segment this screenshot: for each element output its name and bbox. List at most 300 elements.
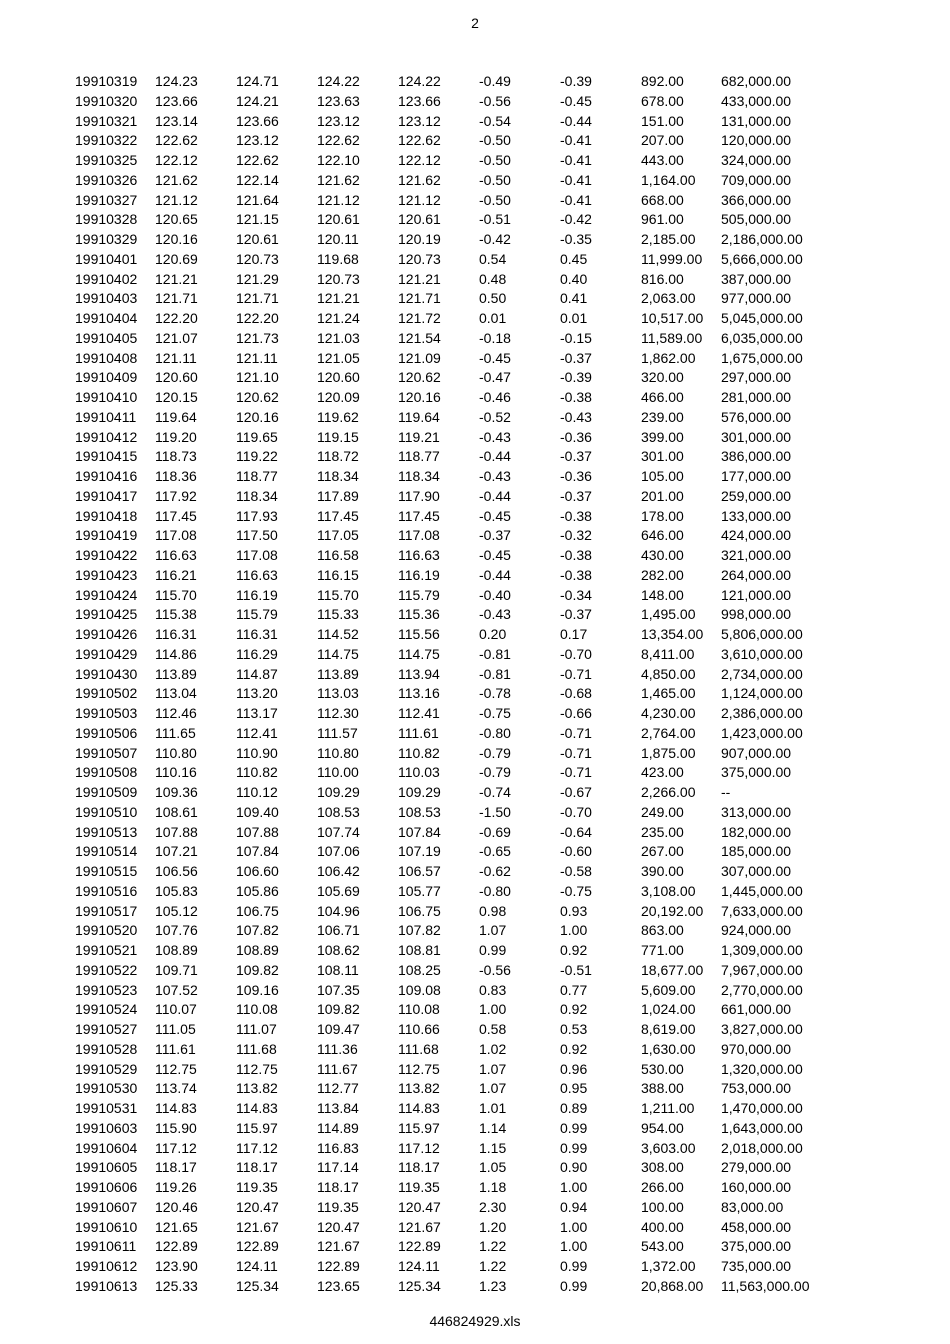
- high-cell: 121.29: [236, 270, 279, 287]
- table-row: [75, 605, 831, 625]
- date-cell: 19910426: [75, 626, 138, 642]
- change-cell: -0.50: [479, 132, 511, 149]
- table-row: [75, 586, 831, 606]
- table-row: [75, 823, 831, 843]
- open-cell: 117.92: [155, 487, 197, 504]
- change-percent-cell: -0.45: [560, 92, 592, 109]
- date-cell: 19910409: [75, 369, 138, 386]
- date-cell: 19910529: [75, 1060, 138, 1077]
- amount-cell: 1,320,000.00: [721, 1060, 803, 1077]
- change-percent-cell: -0.44: [560, 112, 592, 129]
- high-cell: 124.71: [236, 73, 279, 89]
- volume-cell: 4,850.00: [641, 665, 696, 682]
- volume-cell: 178.00: [641, 507, 684, 524]
- open-cell: 108.89: [155, 942, 198, 958]
- close-cell: 117.90: [398, 487, 440, 504]
- change-percent-cell: -0.64: [560, 823, 592, 840]
- amount-cell: 5,045,000.00: [721, 310, 803, 326]
- change-percent-cell: 0.92: [560, 1001, 588, 1018]
- change-cell: -0.45: [479, 547, 511, 563]
- high-cell: 110.90: [236, 744, 278, 761]
- open-cell: 115.70: [155, 586, 197, 603]
- open-cell: 114.83: [155, 1100, 197, 1116]
- volume-cell: 13,354.00: [641, 626, 704, 642]
- amount-cell: 387,000.00: [721, 270, 792, 287]
- amount-cell: 1,309,000.00: [721, 942, 803, 958]
- close-cell: 108.25: [398, 961, 441, 978]
- date-cell: 19910515: [75, 863, 138, 879]
- table-row: [75, 210, 831, 230]
- change-percent-cell: -0.71: [560, 724, 592, 741]
- open-cell: 105.83: [155, 882, 198, 899]
- high-cell: 121.71: [236, 290, 279, 307]
- low-cell: 119.62: [317, 408, 359, 425]
- change-cell: -0.45: [479, 507, 511, 524]
- close-cell: 115.97: [398, 1119, 440, 1136]
- open-cell: 121.65: [155, 1218, 198, 1235]
- close-cell: 121.71: [398, 290, 441, 307]
- high-cell: 120.16: [236, 408, 279, 425]
- date-cell: 19910611: [75, 1238, 137, 1255]
- low-cell: 111.57: [317, 724, 358, 741]
- close-cell: 110.08: [398, 1001, 440, 1018]
- close-cell: 120.73: [398, 250, 441, 267]
- change-percent-cell: 0.99: [560, 1139, 588, 1156]
- high-cell: 121.73: [236, 329, 279, 346]
- open-cell: 113.89: [155, 665, 197, 682]
- change-cell: -0.80: [479, 882, 511, 899]
- change-cell: 1.18: [479, 1179, 507, 1195]
- date-cell: 19910412: [75, 428, 138, 445]
- amount-cell: 682,000.00: [721, 73, 792, 89]
- date-cell: 19910603: [75, 1119, 138, 1136]
- high-cell: 112.75: [236, 1060, 278, 1077]
- high-cell: 107.88: [236, 823, 279, 840]
- amount-cell: 160,000.00: [721, 1179, 792, 1195]
- close-cell: 119.21: [398, 428, 440, 445]
- table-row: [75, 151, 831, 171]
- volume-cell: 249.00: [641, 803, 684, 820]
- volume-cell: 466.00: [641, 389, 684, 405]
- close-cell: 122.62: [398, 132, 441, 149]
- date-cell: 19910524: [75, 1001, 138, 1018]
- table-row: [75, 230, 831, 250]
- close-cell: 117.45: [398, 507, 440, 524]
- amount-cell: 735,000.00: [721, 1258, 792, 1274]
- table-row: [75, 1158, 831, 1178]
- high-cell: 115.79: [236, 606, 278, 623]
- change-percent-cell: -0.38: [560, 566, 592, 583]
- table-row: [75, 92, 831, 112]
- amount-cell: 2,770,000.00: [721, 981, 803, 998]
- table-row: [75, 724, 831, 744]
- low-cell: 118.34: [317, 468, 359, 484]
- volume-cell: 239.00: [641, 408, 684, 425]
- close-cell: 121.67: [398, 1218, 441, 1235]
- date-cell: 19910327: [75, 191, 138, 208]
- change-cell: -0.43: [479, 428, 511, 445]
- volume-cell: 430.00: [641, 547, 684, 563]
- high-cell: 120.73: [236, 250, 279, 267]
- close-cell: 119.35: [398, 1179, 440, 1195]
- open-cell: 124.23: [155, 73, 198, 89]
- table-row: [75, 309, 831, 329]
- high-cell: 121.15: [236, 211, 279, 228]
- table-row: [75, 112, 831, 132]
- table-row: [75, 428, 831, 448]
- change-cell: -0.52: [479, 408, 511, 425]
- open-cell: 117.45: [155, 507, 197, 524]
- change-percent-cell: -0.38: [560, 389, 592, 405]
- amount-cell: 1,675,000.00: [721, 349, 803, 366]
- close-cell: 114.83: [398, 1100, 440, 1116]
- table-body: [75, 72, 831, 1297]
- change-cell: -0.62: [479, 863, 511, 879]
- change-cell: -0.51: [479, 211, 511, 228]
- low-cell: 118.17: [317, 1179, 359, 1195]
- change-cell: 1.07: [479, 922, 507, 939]
- close-cell: 117.12: [398, 1139, 440, 1156]
- open-cell: 121.62: [155, 171, 198, 188]
- low-cell: 107.74: [317, 823, 360, 840]
- table-row: [75, 1099, 831, 1119]
- amount-cell: 5,666,000.00: [721, 250, 803, 267]
- close-cell: 116.63: [398, 547, 440, 563]
- close-cell: 110.03: [398, 764, 440, 781]
- date-cell: 19910322: [75, 132, 138, 149]
- table-row: [75, 941, 831, 961]
- high-cell: 120.62: [236, 389, 279, 405]
- amount-cell: 297,000.00: [721, 369, 792, 386]
- close-cell: 120.19: [398, 231, 441, 247]
- change-cell: -0.44: [479, 448, 511, 465]
- amount-cell: 5,806,000.00: [721, 626, 803, 642]
- high-cell: 119.35: [236, 1179, 278, 1195]
- date-cell: 19910522: [75, 961, 138, 978]
- amount-cell: 11,563,000.00: [721, 1277, 810, 1294]
- amount-cell: 1,423,000.00: [721, 724, 803, 741]
- volume-cell: 4,230.00: [641, 705, 696, 721]
- low-cell: 120.09: [317, 389, 360, 405]
- table-row: [75, 961, 831, 981]
- amount-cell: --: [721, 784, 731, 800]
- open-cell: 115.90: [155, 1119, 197, 1136]
- close-cell: 121.12: [398, 191, 441, 208]
- change-cell: 0.48: [479, 270, 507, 287]
- open-cell: 119.64: [155, 408, 197, 425]
- change-cell: -0.44: [479, 487, 511, 504]
- volume-cell: 2,185.00: [641, 231, 696, 247]
- low-cell: 110.00: [317, 764, 359, 781]
- amount-cell: 977,000.00: [721, 290, 792, 307]
- change-cell: -0.18: [479, 329, 511, 346]
- low-cell: 105.69: [317, 882, 360, 899]
- high-cell: 113.20: [236, 685, 278, 702]
- volume-cell: 816.00: [641, 270, 684, 287]
- change-percent-cell: 0.77: [560, 981, 588, 998]
- amount-cell: 2,018,000.00: [721, 1139, 803, 1156]
- change-percent-cell: 0.99: [560, 1119, 588, 1136]
- volume-cell: 668.00: [641, 191, 684, 208]
- date-cell: 19910521: [75, 942, 138, 958]
- high-cell: 117.93: [236, 507, 278, 524]
- close-cell: 116.19: [398, 566, 440, 583]
- table-row: [75, 72, 831, 92]
- change-cell: -0.49: [479, 73, 511, 89]
- volume-cell: 301.00: [641, 448, 684, 465]
- volume-cell: 892.00: [641, 73, 684, 89]
- change-percent-cell: -0.38: [560, 507, 592, 524]
- date-cell: 19910418: [75, 507, 138, 524]
- high-cell: 107.84: [236, 843, 279, 860]
- amount-cell: 133,000.00: [721, 507, 792, 524]
- open-cell: 122.62: [155, 132, 198, 149]
- close-cell: 114.75: [398, 645, 440, 662]
- table-row: [75, 408, 831, 428]
- change-cell: -0.79: [479, 764, 511, 781]
- change-percent-cell: -0.43: [560, 408, 592, 425]
- table-row: [75, 1178, 831, 1198]
- date-cell: 19910531: [75, 1100, 138, 1116]
- high-cell: 112.41: [236, 724, 278, 741]
- date-cell: 19910502: [75, 685, 138, 702]
- high-cell: 116.31: [236, 626, 278, 642]
- high-cell: 111.68: [236, 1040, 277, 1057]
- change-cell: 1.22: [479, 1238, 507, 1255]
- amount-cell: 3,610,000.00: [721, 645, 803, 662]
- change-percent-cell: -0.42: [560, 211, 592, 228]
- amount-cell: 2,186,000.00: [721, 231, 803, 247]
- change-cell: -0.50: [479, 171, 511, 188]
- volume-cell: 20,868.00: [641, 1277, 704, 1294]
- change-cell: -0.79: [479, 744, 511, 761]
- date-cell: 19910523: [75, 981, 138, 998]
- high-cell: 109.82: [236, 961, 279, 978]
- high-cell: 116.19: [236, 586, 278, 603]
- table-row: [75, 684, 831, 704]
- change-cell: -0.43: [479, 468, 511, 484]
- volume-cell: 399.00: [641, 428, 684, 445]
- volume-cell: 148.00: [641, 586, 684, 603]
- close-cell: 118.34: [398, 468, 440, 484]
- change-percent-cell: -0.36: [560, 428, 592, 445]
- low-cell: 122.62: [317, 132, 360, 149]
- table-row: [75, 191, 831, 211]
- amount-cell: 120,000.00: [721, 132, 792, 149]
- amount-cell: 259,000.00: [721, 487, 792, 504]
- amount-cell: 375,000.00: [721, 1238, 792, 1255]
- open-cell: 116.31: [155, 626, 197, 642]
- date-cell: 19910328: [75, 211, 138, 228]
- close-cell: 125.34: [398, 1277, 441, 1294]
- amount-cell: 177,000.00: [721, 468, 792, 484]
- date-cell: 19910410: [75, 389, 138, 405]
- low-cell: 114.52: [317, 626, 359, 642]
- amount-cell: 279,000.00: [721, 1159, 792, 1176]
- change-percent-cell: 0.01: [560, 310, 588, 326]
- volume-cell: 3,603.00: [641, 1139, 696, 1156]
- low-cell: 114.89: [317, 1119, 359, 1136]
- change-cell: 1.07: [479, 1060, 507, 1077]
- change-cell: 1.00: [479, 1001, 507, 1018]
- table-row: [75, 368, 831, 388]
- table-row: [75, 1020, 831, 1040]
- close-cell: 120.62: [398, 369, 441, 386]
- open-cell: 111.61: [155, 1040, 196, 1057]
- high-cell: 121.11: [236, 349, 278, 366]
- date-cell: 19910423: [75, 566, 138, 583]
- low-cell: 113.84: [317, 1100, 359, 1116]
- open-cell: 111.65: [155, 724, 196, 741]
- high-cell: 109.16: [236, 981, 279, 998]
- open-cell: 118.36: [155, 468, 197, 484]
- change-cell: 1.15: [479, 1139, 507, 1156]
- date-cell: 19910430: [75, 665, 138, 682]
- close-cell: 107.19: [398, 843, 441, 860]
- high-cell: 110.08: [236, 1001, 278, 1018]
- change-percent-cell: 0.40: [560, 270, 588, 287]
- amount-cell: 1,445,000.00: [721, 882, 803, 899]
- low-cell: 117.45: [317, 507, 359, 524]
- low-cell: 110.80: [317, 744, 359, 761]
- high-cell: 122.89: [236, 1238, 279, 1255]
- low-cell: 108.11: [317, 961, 359, 978]
- open-cell: 117.08: [155, 527, 197, 544]
- table-row: [75, 526, 831, 546]
- amount-cell: 2,734,000.00: [721, 665, 803, 682]
- high-cell: 117.12: [236, 1139, 278, 1156]
- amount-cell: 6,035,000.00: [721, 329, 803, 346]
- open-cell: 110.80: [155, 744, 197, 761]
- change-cell: -0.65: [479, 843, 511, 860]
- table-row: [75, 250, 831, 270]
- change-percent-cell: -0.38: [560, 547, 592, 563]
- volume-cell: 954.00: [641, 1119, 684, 1136]
- open-cell: 113.04: [155, 685, 197, 702]
- date-cell: 19910417: [75, 487, 138, 504]
- table-row: [75, 1119, 831, 1139]
- change-percent-cell: 1.00: [560, 1218, 588, 1235]
- close-cell: 109.08: [398, 981, 441, 998]
- close-cell: 118.17: [398, 1159, 440, 1176]
- change-percent-cell: -0.71: [560, 665, 592, 682]
- high-cell: 120.47: [236, 1198, 279, 1215]
- low-cell: 121.62: [317, 171, 360, 188]
- date-cell: 19910411: [75, 408, 137, 425]
- close-cell: 115.56: [398, 626, 440, 642]
- volume-cell: 308.00: [641, 1159, 684, 1176]
- change-percent-cell: -0.70: [560, 645, 592, 662]
- date-cell: 19910520: [75, 922, 138, 939]
- table-row: [75, 1218, 831, 1238]
- change-percent-cell: -0.66: [560, 705, 592, 721]
- volume-cell: 201.00: [641, 487, 684, 504]
- volume-cell: 1,465.00: [641, 685, 696, 702]
- open-cell: 116.21: [155, 566, 197, 583]
- low-cell: 122.10: [317, 152, 360, 168]
- amount-cell: 375,000.00: [721, 764, 792, 781]
- low-cell: 113.03: [317, 685, 359, 702]
- low-cell: 106.71: [317, 922, 360, 939]
- close-cell: 113.16: [398, 685, 440, 702]
- date-cell: 19910527: [75, 1021, 138, 1037]
- date-cell: 19910402: [75, 270, 138, 287]
- volume-cell: 1,024.00: [641, 1001, 696, 1018]
- low-cell: 113.89: [317, 665, 359, 682]
- change-cell: 0.54: [479, 250, 507, 267]
- low-cell: 123.65: [317, 1277, 360, 1294]
- high-cell: 113.17: [236, 705, 278, 721]
- open-cell: 115.38: [155, 606, 197, 623]
- low-cell: 122.89: [317, 1258, 360, 1274]
- volume-cell: 543.00: [641, 1238, 684, 1255]
- high-cell: 121.10: [236, 369, 279, 386]
- change-percent-cell: -0.32: [560, 527, 592, 544]
- date-cell: 19910401: [75, 250, 138, 267]
- change-cell: 1.14: [479, 1119, 507, 1136]
- high-cell: 115.97: [236, 1119, 278, 1136]
- close-cell: 121.21: [398, 270, 441, 287]
- amount-cell: 1,470,000.00: [721, 1100, 803, 1116]
- change-percent-cell: 0.53: [560, 1021, 588, 1037]
- volume-cell: 11,589.00: [641, 329, 703, 346]
- close-cell: 118.77: [398, 448, 440, 465]
- amount-cell: 366,000.00: [721, 191, 792, 208]
- date-cell: 19910514: [75, 843, 138, 860]
- change-percent-cell: 0.45: [560, 250, 588, 267]
- date-cell: 19910612: [75, 1258, 138, 1274]
- volume-cell: 443.00: [641, 152, 684, 168]
- volume-cell: 1,372.00: [641, 1258, 696, 1274]
- open-cell: 107.21: [155, 843, 198, 860]
- amount-cell: 970,000.00: [721, 1040, 792, 1057]
- change-cell: -0.44: [479, 566, 511, 583]
- change-percent-cell: -0.41: [560, 171, 592, 188]
- date-cell: 19910422: [75, 547, 138, 563]
- table-row: [75, 665, 831, 685]
- high-cell: 106.60: [236, 863, 279, 879]
- change-cell: -0.43: [479, 606, 511, 623]
- volume-cell: 10,517.00: [641, 310, 704, 326]
- high-cell: 114.87: [236, 665, 278, 682]
- volume-cell: 105.00: [641, 468, 684, 484]
- table-row: [75, 349, 831, 369]
- footer-filename: 446824929.xls: [429, 1313, 521, 1329]
- volume-cell: 1,211.00: [641, 1100, 695, 1116]
- change-cell: -0.81: [479, 665, 511, 682]
- amount-cell: 2,386,000.00: [721, 705, 803, 721]
- low-cell: 120.61: [317, 211, 360, 228]
- low-cell: 121.67: [317, 1238, 360, 1255]
- change-cell: -0.78: [479, 685, 511, 702]
- date-cell: 19910329: [75, 231, 138, 247]
- volume-cell: 1,495.00: [641, 606, 696, 623]
- change-cell: -0.50: [479, 191, 511, 208]
- change-cell: -0.56: [479, 961, 511, 978]
- amount-cell: 433,000.00: [721, 92, 792, 109]
- date-cell: 19910415: [75, 448, 138, 465]
- table-row: [75, 1060, 831, 1080]
- amount-cell: 924,000.00: [721, 922, 792, 939]
- low-cell: 104.96: [317, 902, 360, 919]
- open-cell: 123.14: [155, 112, 198, 129]
- change-percent-cell: -0.70: [560, 803, 592, 820]
- change-cell: 1.02: [479, 1040, 507, 1057]
- change-cell: -0.74: [479, 784, 511, 800]
- low-cell: 120.60: [317, 369, 360, 386]
- change-percent-cell: 0.95: [560, 1080, 588, 1097]
- open-cell: 107.88: [155, 823, 198, 840]
